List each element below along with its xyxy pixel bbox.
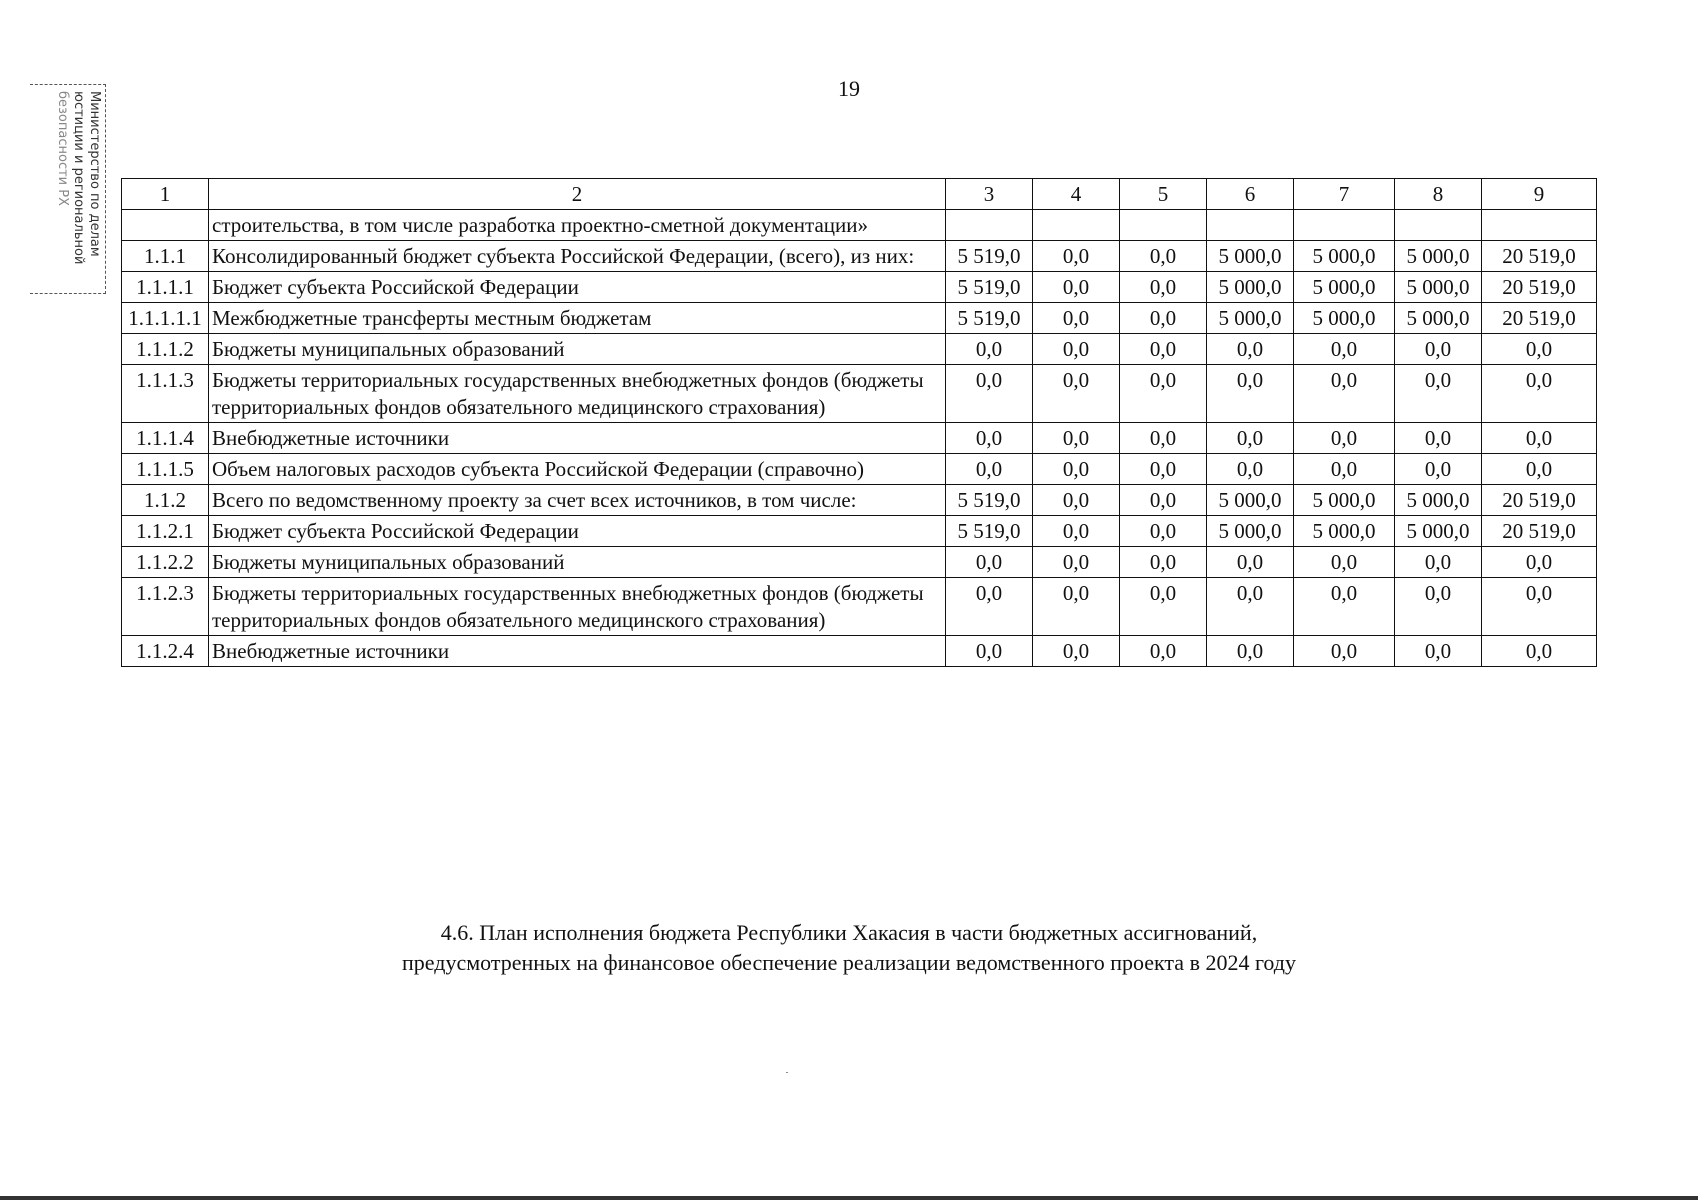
row-value: 0,0 — [946, 578, 1033, 636]
row-value: 0,0 — [1120, 454, 1207, 485]
row-value: 20 519,0 — [1482, 516, 1597, 547]
row-value: 0,0 — [1207, 454, 1294, 485]
row-value: 0,0 — [1120, 516, 1207, 547]
row-value: 0,0 — [946, 334, 1033, 365]
table-row — [122, 578, 1597, 636]
row-code: 1.1.1.1 — [122, 272, 209, 303]
row-value: 0,0 — [1482, 334, 1597, 365]
row-value — [1120, 210, 1207, 241]
row-description: Бюджеты муниципальных образований — [209, 334, 946, 365]
table-row — [122, 241, 1597, 272]
row-value: 0,0 — [1207, 365, 1294, 423]
scan-edge — [0, 1196, 1698, 1200]
column-number-header: 6 — [1207, 179, 1294, 210]
row-code: 1.1.2.4 — [122, 636, 209, 667]
row-code: 1.1.1.1.1 — [122, 303, 209, 334]
registration-stamp — [30, 84, 106, 294]
row-description: Объем налоговых расходов субъекта Российской Федерации (справочно) — [209, 454, 946, 485]
row-value: 0,0 — [1482, 423, 1597, 454]
row-value: 0,0 — [1294, 547, 1395, 578]
stamp-line: юстиции и региональной — [71, 91, 86, 265]
row-value: 0,0 — [1482, 365, 1597, 423]
row-description: Всего по ведомственному проекту за счет всех источников, в том числе: — [209, 485, 946, 516]
row-value: 0,0 — [946, 454, 1033, 485]
row-value: 5 000,0 — [1395, 516, 1482, 547]
table-row — [122, 454, 1597, 485]
column-number-header: 2 — [209, 179, 946, 210]
column-number-header: 9 — [1482, 179, 1597, 210]
row-value: 0,0 — [1482, 636, 1597, 667]
column-number-header: 7 — [1294, 179, 1395, 210]
row-value: 0,0 — [1207, 547, 1294, 578]
column-number-header: 4 — [1033, 179, 1120, 210]
budget-table — [121, 178, 1597, 667]
row-code: 1.1.2 — [122, 485, 209, 516]
row-value — [946, 210, 1033, 241]
row-value: 5 000,0 — [1395, 272, 1482, 303]
row-value — [1207, 210, 1294, 241]
row-code: 1.1.2.1 — [122, 516, 209, 547]
row-value: 0,0 — [1120, 485, 1207, 516]
column-number-header: 8 — [1395, 179, 1482, 210]
table-row — [122, 210, 1597, 241]
row-value: 0,0 — [1294, 365, 1395, 423]
row-description: Бюджет субъекта Российской Федерации — [209, 516, 946, 547]
table-row — [122, 334, 1597, 365]
table-row — [122, 423, 1597, 454]
row-value: 0,0 — [1395, 454, 1482, 485]
table-row — [122, 485, 1597, 516]
row-value — [1395, 210, 1482, 241]
row-description: строительства, в том числе разработка проектно-сметной документации» — [209, 210, 946, 241]
row-value: 0,0 — [1120, 272, 1207, 303]
row-value: 5 519,0 — [946, 516, 1033, 547]
row-value: 0,0 — [1120, 334, 1207, 365]
row-value — [1033, 210, 1120, 241]
row-value: 0,0 — [1033, 365, 1120, 423]
row-value: 5 000,0 — [1294, 516, 1395, 547]
row-value: 0,0 — [946, 365, 1033, 423]
row-value: 0,0 — [1120, 365, 1207, 423]
row-description: Бюджет субъекта Российской Федерации — [209, 272, 946, 303]
row-value: 5 000,0 — [1294, 303, 1395, 334]
row-value: 0,0 — [1395, 365, 1482, 423]
row-value: 0,0 — [946, 547, 1033, 578]
row-value: 0,0 — [1207, 334, 1294, 365]
row-value: 0,0 — [1207, 636, 1294, 667]
row-value: 5 000,0 — [1294, 485, 1395, 516]
row-value: 0,0 — [1395, 547, 1482, 578]
row-value: 0,0 — [1033, 454, 1120, 485]
row-value: 0,0 — [1120, 423, 1207, 454]
row-value: 0,0 — [1482, 547, 1597, 578]
row-value: 5 000,0 — [1395, 241, 1482, 272]
row-value: 5 000,0 — [1207, 272, 1294, 303]
row-value: 0,0 — [1033, 547, 1120, 578]
row-description: Внебюджетные источники — [209, 636, 946, 667]
row-value: 0,0 — [1120, 578, 1207, 636]
row-code: 1.1.1 — [122, 241, 209, 272]
row-value: 0,0 — [1033, 516, 1120, 547]
row-code: 1.1.2.2 — [122, 547, 209, 578]
row-value — [1294, 210, 1395, 241]
row-value: 20 519,0 — [1482, 272, 1597, 303]
row-value: 5 000,0 — [1395, 303, 1482, 334]
column-number-header: 1 — [122, 179, 209, 210]
row-value: 20 519,0 — [1482, 241, 1597, 272]
row-value: 0,0 — [1207, 578, 1294, 636]
row-value: 0,0 — [1395, 423, 1482, 454]
row-description: Бюджеты территориальных государственных внебюджетных фондов (бюджеты территориальных фондов обязательного медицинского страхования) — [209, 365, 946, 423]
row-value: 5 000,0 — [1395, 485, 1482, 516]
row-value: 0,0 — [1033, 423, 1120, 454]
row-value — [1482, 210, 1597, 241]
row-value: 0,0 — [1033, 272, 1120, 303]
row-code: 1.1.1.5 — [122, 454, 209, 485]
row-value: 0,0 — [946, 636, 1033, 667]
table-header-row — [122, 179, 1597, 210]
row-description: Межбюджетные трансферты местным бюджетам — [209, 303, 946, 334]
row-value: 0,0 — [1294, 636, 1395, 667]
column-number-header: 5 — [1120, 179, 1207, 210]
row-code: 1.1.1.3 — [122, 365, 209, 423]
row-value: 0,0 — [1482, 578, 1597, 636]
row-value: 0,0 — [1033, 303, 1120, 334]
row-description: Бюджеты муниципальных образований — [209, 547, 946, 578]
row-value: 0,0 — [1294, 334, 1395, 365]
row-description: Консолидированный бюджет субъекта Российской Федерации, (всего), из них: — [209, 241, 946, 272]
row-value: 0,0 — [1395, 334, 1482, 365]
column-number-header: 3 — [946, 179, 1033, 210]
row-value: 0,0 — [1033, 241, 1120, 272]
table-row — [122, 547, 1597, 578]
row-value: 0,0 — [1294, 423, 1395, 454]
row-value: 5 519,0 — [946, 303, 1033, 334]
row-value: 0,0 — [1033, 334, 1120, 365]
row-value: 5 000,0 — [1294, 272, 1395, 303]
row-code: 1.1.2.3 — [122, 578, 209, 636]
row-value: 5 000,0 — [1207, 485, 1294, 516]
row-value: 0,0 — [1294, 454, 1395, 485]
row-value: 5 000,0 — [1207, 303, 1294, 334]
stamp-line: безопасности РХ — [55, 91, 70, 206]
row-value: 5 519,0 — [946, 272, 1033, 303]
row-value: 0,0 — [1207, 423, 1294, 454]
row-value: 5 519,0 — [946, 485, 1033, 516]
row-value: 0,0 — [1120, 303, 1207, 334]
row-code — [122, 210, 209, 241]
row-value: 0,0 — [1120, 636, 1207, 667]
row-value: 5 000,0 — [1207, 241, 1294, 272]
scan-speck — [786, 1072, 788, 1073]
row-value: 0,0 — [1120, 547, 1207, 578]
page-number: 19 — [838, 76, 860, 101]
row-value: 5 000,0 — [1207, 516, 1294, 547]
section-title — [0, 918, 1698, 978]
row-value: 0,0 — [1395, 636, 1482, 667]
row-description: Бюджеты территориальных государственных внебюджетных фондов (бюджеты территориальных фондов обязательного медицинского страхования) — [209, 578, 946, 636]
row-value: 0,0 — [1482, 454, 1597, 485]
table-row — [122, 636, 1597, 667]
row-value: 0,0 — [946, 423, 1033, 454]
row-value: 20 519,0 — [1482, 485, 1597, 516]
row-value: 20 519,0 — [1482, 303, 1597, 334]
row-value: 5 000,0 — [1294, 241, 1395, 272]
row-value: 0,0 — [1033, 485, 1120, 516]
row-value: 0,0 — [1294, 578, 1395, 636]
row-code: 1.1.1.4 — [122, 423, 209, 454]
row-value: 0,0 — [1033, 636, 1120, 667]
row-value: 0,0 — [1120, 241, 1207, 272]
row-value: 5 519,0 — [946, 241, 1033, 272]
row-value: 0,0 — [1395, 578, 1482, 636]
section-title-line: 4.6. План исполнения бюджета Республики Хакасия в части бюджетных ассигнований, — [440, 920, 1258, 945]
table-row — [122, 365, 1597, 423]
table-row — [122, 303, 1597, 334]
table-row — [122, 272, 1597, 303]
row-value: 0,0 — [1033, 578, 1120, 636]
table-row — [122, 516, 1597, 547]
section-title-line: предусмотренных на финансовое обеспечение реализации ведомственного проекта в 2024 году — [402, 950, 1296, 975]
stamp-line: Министерство по делам — [87, 91, 102, 257]
row-code: 1.1.1.2 — [122, 334, 209, 365]
row-description: Внебюджетные источники — [209, 423, 946, 454]
